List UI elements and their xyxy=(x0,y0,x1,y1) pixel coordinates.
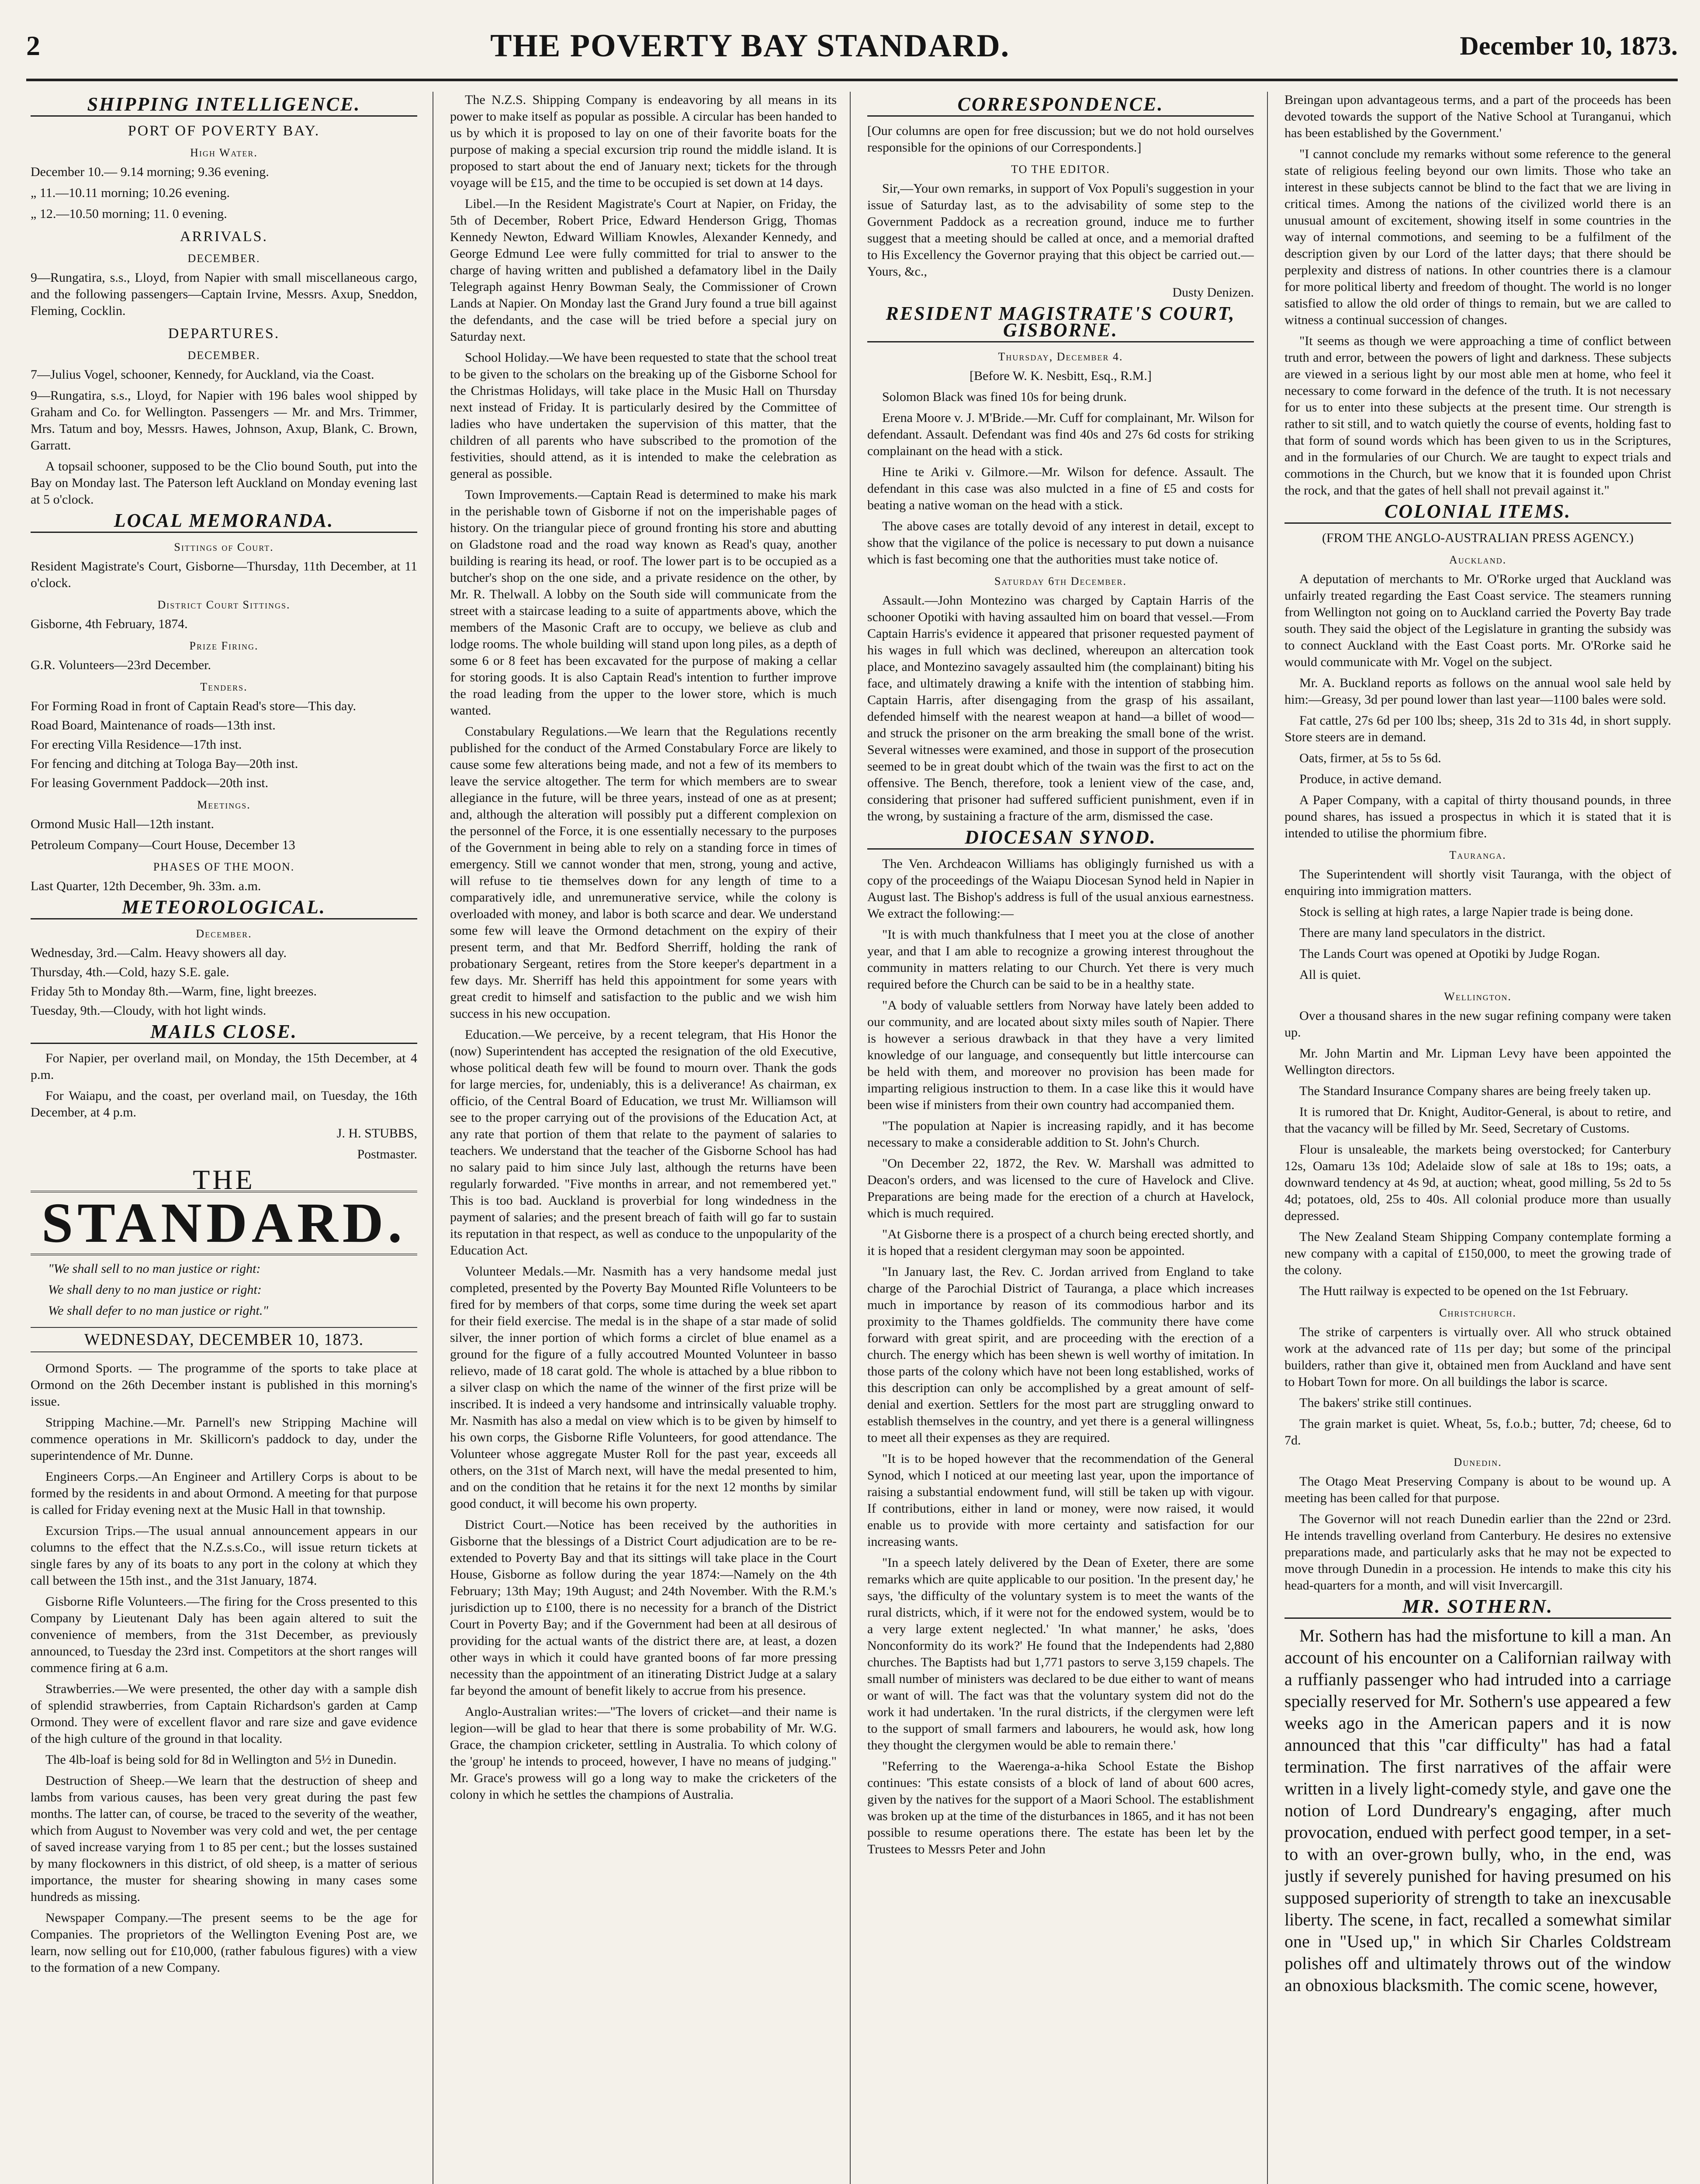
postmaster-title: Postmaster. xyxy=(357,1147,417,1161)
moon-heading: PHASES OF THE MOON. xyxy=(153,860,295,873)
shipping-note: A topsail schooner, supposed to be the Clio bound South, put into the Bay on Monday last. The Paterson left Auckland on Monday evening last at 5 o'clock. xyxy=(31,459,417,507)
news-item: Ormond Sports. — The programme of the sports to take place at Ormond on the 26th December instant is published in this morning's issue. xyxy=(31,1361,417,1409)
city-heading: Christchurch. xyxy=(1439,1306,1516,1319)
column-4 xyxy=(1285,92,1671,2184)
weather-entry: Wednesday, 3rd.—Calm. Heavy showers all day. xyxy=(31,946,287,960)
city-heading: Dunedin. xyxy=(1454,1456,1502,1469)
tide-line: „ 12.—10.50 morning; 11. 0 evening. xyxy=(31,207,227,221)
district-court-heading: District Court Sittings. xyxy=(157,598,291,611)
high-water-heading: High Water. xyxy=(190,146,258,159)
colonial-item: Stock is selling at high rates, a large Napier trade is being done. xyxy=(1299,905,1634,919)
colonial-item: Mr. A. Buckland reports as follows on the annual wool sale held by him:—Greasy, 3d per pound lower than last year—1100 bales were sold. xyxy=(1285,676,1671,707)
colonial-item: It is rumored that Dr. Knight, Auditor-General, is about to retire, and that the vacancy will be filled by Mr. Seed, Secretary of Customs. xyxy=(1285,1105,1671,1136)
news-item: Excursion Trips.—The usual annual announcement appears in our columns to the effect that the N.Z.s.s.Co., will issue return tickets at single fares by any of its boats to any port in the colony at which they call between the 15th inst., and the 31st January, 1874. xyxy=(31,1524,417,1588)
weather-entry: Friday 5th to Monday 8th.—Warm, fine, light breezes. xyxy=(31,984,317,999)
news-item: School Holiday.—We have been requested to state that the school treat to be given to the scholars on the breaking up of the Gisborne School for the Christmas Holidays, will take place in the Music Hall on Thursday next instead of Friday. It is particularly desired by the Committee of ladies who have undertaken the supervision of this matter, that the children of all parents who have subscribed to the promotion of the festivities, should attend, as it is intended to make the celebration as general as possible. xyxy=(450,350,837,481)
colonial-item: A deputation of merchants to Mr. O'Rorke urged that Auckland was unfairly treated regarding the East Coast service. The steamers running from Wellington not going on to Auckland carried the Poverty Bay trade south. They said the object of the Legislature in granting the subsidy was to connect Auckland with the East Coast ports. Mr. O'Rorke said he would communicate with Mr. Vogel on the subject. xyxy=(1285,572,1671,669)
synod-paragraph: "The population at Napier is increasing rapidly, and it has become necessary to make a considerable addition to St. John's Church. xyxy=(867,1119,1254,1150)
meteo-month: December. xyxy=(196,927,252,940)
colonial-item: Produce, in active demand. xyxy=(1299,772,1442,786)
colonial-item: Mr. John Martin and Mr. Lipman Levy have been appointed the Wellington directors. xyxy=(1285,1046,1671,1077)
colonial-item: Over a thousand shares in the new sugar refining company were taken up. xyxy=(1285,1009,1671,1040)
tender-item: For erecting Villa Residence—17th inst. xyxy=(31,737,242,752)
news-item: District Court.—Notice has been received by the authorities in Gisborne that the blessings of a District Court adjudication are to be re-extended to Poverty Bay and that its sittings will take place in the Court House, Gisborne as follow during the year 1874:—Namely on the 4th February; 13th May; 19th August; and 24th November. With the R.M.'s jurisdiction up to £100, there is no necessity for a branch of the District Court in Poverty Bay; and if the Government had been at all desirous of providing for the actual wants of the district there are, at least, a dozen other ways in which it could have granted boons of far more pressing necessity than the appointment of an itinerating District Judge at a salary far beyond the amount of benefit likely to accrue from his presence. xyxy=(450,1517,837,1698)
synod-paragraph: "It is with much thankfulness that I meet you at the close of another year, and that I am able to recognize a growing interest throughout the community in matters relating to our Church. Yet there is very much required before the Church can be said to be in a healthy state. xyxy=(867,927,1254,992)
section-heading: CORRESPONDENCE. xyxy=(867,96,1254,117)
court-before: [Before W. K. Nesbitt, Esq., R.M.] xyxy=(969,369,1152,383)
court-date: Thursday, December 4. xyxy=(998,350,1123,363)
synod-paragraph: "In January last, the Rev. C. Jordan arrived from England to take charge of the Parochial District of Tauranga, a place which increases much in importance by reason of its commodious harbor and its proximity to the Thames goldfields. The community there have come forward with great spirit, and are proceeding with the erection of a church. The energy which has been shewn is well worthy of imitation. In those parts of the colony which have not been long established, works of this description can only be accomplished by a great amount of self-denial and exertion. Settlers for the most part are struggling onward to establish themselves in the country, and yet there is a general willingness to meet all their expenses as they are required. xyxy=(867,1265,1254,1445)
tenders-heading: Tenders. xyxy=(200,681,248,693)
motto-line: We shall deny to no man justice or right: xyxy=(48,1282,262,1297)
section-heading: MR. SOTHERN. xyxy=(1285,1598,1671,1619)
section-heading: COLONIAL ITEMS. xyxy=(1285,503,1671,524)
colonial-item: The bakers' strike still continues. xyxy=(1299,1396,1472,1410)
news-item: Town Improvements.—Captain Read is determined to make his mark in the perishable town of Gisborne if not on the imperishable pages of history. On the triangular piece of ground fronting his store and abutting on Gladstone road and the road way known as Read's quay, another building is rearing its head, or roof. The lower part is to be occupied as a butcher's shop on the one side, and a private residence on the other, by Mr. R. Thelwall. A lobby on the South side will communicate from the street with a staircase leading to a suite of appartments above, which the members of the Masonic Craft are to occupy, we believe as club and lodge rooms. The whole building will stand upon long piles, as a depth of some 6 or 8 feet has been excavated for the purpose of making a cellar for storing goods. It is also Captain Read's intention to further improve the road leading from the upper to the lower store, which is much wanted. xyxy=(450,487,837,718)
arrival-entry: 9—Rungatira, s.s., Lloyd, from Napier with small miscellaneous cargo, and the following passengers—Captain Irvine, Messrs. Axup, Sneddon, Fleming, Cocklin. xyxy=(31,270,417,318)
news-item: Newspaper Company.—The present seems to be the age for Companies. The proprietors of the Wellington Evening Post are, we learn, now selling out for £10,000, (rather fabulous figures) with a view to the formation of a new Company. xyxy=(31,1911,417,1975)
synod-paragraph: "At Gisborne there is a prospect of a church being erected shortly, and it is hoped that a resident clergyman may soon be appointed. xyxy=(867,1227,1254,1258)
synod-paragraph: "A body of valuable settlers from Norway have lately been added to our community, and are located about sixty miles south of Napier. There is however a serious drawback in that they have a very limited knowledge of our language, and consequently but little intercourse can be held with them, and moreover no provision has been made for imparting religious instruction to them. In a case like this it would have been wise if ministers from their own country had accompanied them. xyxy=(867,998,1254,1112)
city-heading: Wellington. xyxy=(1444,990,1512,1003)
news-item: Stripping Machine.—Mr. Parnell's new Stripping Machine will commence operations in Mr. Skillicorn's paddock to day, under the superintendence of Mr. Dunne. xyxy=(31,1415,417,1463)
colonial-item: The Otago Meat Preserving Company is about to be wound up. A meeting has been called for that purpose. xyxy=(1285,1474,1671,1505)
column-1 xyxy=(31,92,417,2184)
prize-heading: Prize Firing. xyxy=(189,639,259,652)
meetings-heading: Meetings. xyxy=(197,798,251,811)
departure-entry: 7—Julius Vogel, schooner, Kennedy, for Auckland, via the Coast. xyxy=(31,367,374,382)
colonial-item: The strike of carpenters is virtually over. All who struck obtained work at the advanced rate of 11s per day; but some of the principal builders, rather than give it, obtained men from Auckland and have sent to Hobart Town for more. On all buildings the labor is scarce. xyxy=(1285,1325,1671,1389)
colonial-item: There are many land speculators in the district. xyxy=(1299,926,1546,940)
news-item: Volunteer Medals.—Mr. Nasmith has a very handsome medal just completed, presented by the Poverty Bay Mounted Rifle Volunteers to be fired for by members of that corps, some time during the week set apart for their field exercise. The medal is in the shape of a star made of solid silver, the inner portion of which forms a circlet of blue enamel as a ground for the figure of a fully accoutred Mounted Volunteer in basso relievo, made of 18 carat gold. The whole is attached by a blue ribbon to a silver clasp on which the name of the winner of the first prize will be inscribed. It is indeed a very handsome and intrinsically valuable trophy. Mr. Nasmith has also a medal on view which is to be given by himself to his own corps, the Gisborne Rifle Volunteers, for good attendance. The Volunteer whose aggregate Muster Roll for the past year, exceeds all others, on the 31st of March next, will have the medal presented to him, and on the condition that he retains it for the next 12 months by similar good conduct, it will become his own property. xyxy=(450,1264,837,1511)
departures-month: DECEMBER. xyxy=(187,349,260,362)
section-heading: SHIPPING INTELLIGENCE. xyxy=(31,96,417,117)
column-rule xyxy=(850,92,851,2184)
colonial-item: Fat cattle, 27s 6d per 100 lbs; sheep, 31s 2d to 31s 4d, in short supply. Store steers are in demand. xyxy=(1285,713,1671,744)
arrivals-month: DECEMBER. xyxy=(187,252,260,265)
colonial-item: Oats, firmer, at 5s to 5s 6d. xyxy=(1299,751,1441,765)
prize-notice: G.R. Volunteers—23rd December. xyxy=(31,658,211,672)
synod-paragraph: "In a speech lately delivered by the Dean of Exeter, there are some remarks which are quite applicable to our position. 'In the present day,' he says, 'the difficulty of the voluntary system is to meet the wants of the rural districts, which, if it were not for the endowed system, would be to a very large extent neglected.' 'In what manner,' he asks, 'does Nonconformity do its work?' He found that the Independents had 2,880 churches. The Baptists had but 1,771 pastors to serve 3,159 chapels. The small number of ministers was declared to be due either to want of means or want of will. The fact was that the voluntary system did not do the work it had undertaken. 'In the rural districts, if the clergymen were left to the support of small farmers and labourers, he would ask, how long they thought the clergymen would be able to remain there.' xyxy=(867,1555,1254,1752)
colonial-item: A Paper Company, with a capital of thirty thousand pounds, in three pound shares, has issued a prospectus in which it is stated that it is intended to utilise the phormium fibre. xyxy=(1285,793,1671,840)
port-heading: PORT OF POVERTY BAY. xyxy=(128,123,320,139)
colonial-item: The New Zealand Steam Shipping Company contemplate forming a new company with a capital of £150,000, to meet the growing trade of the colony. xyxy=(1285,1230,1671,1277)
section-heading: METEOROLOGICAL. xyxy=(31,899,417,919)
colonial-item: All is quiet. xyxy=(1299,968,1361,982)
arrivals-heading: ARRIVALS. xyxy=(180,228,268,245)
synod-paragraph: "On December 22, 1872, the Rev. W. Marshall was admitted to Deacon's orders, and was licensed to the cure of Havelock and Clive. Preparations are being made for the erection of a church at Havelock, which is much required. xyxy=(867,1156,1254,1220)
weather-entry: Thursday, 4th.—Cold, hazy S.E. gale. xyxy=(31,965,229,979)
news-item: Education.—We perceive, by a recent telegram, that His Honor the (now) Superintendent has accepted the resignation of the old Executive, whose political death few will be found to mourn over. Thank the gods for large mercies, for, undeniably, this is a deliverance! As chairman, ex officio, of the Central Board of Education, we trust Mr. Williamson will see to the proper carrying out of the provisions of the Education Act, at any rate that portion of them that relate to the payment of salaries to teachers. We understand that the teacher of the Gisborne School has had no salary paid to him since July last, although the returns have been regularly forwarded. "Five months in arrear, and not remembered yet." This is too bad. Auckland is proverbial for long windedness in the payment of salaries; and the present breach of faith will go far to sustain its reputation in that respect, as well as conduce to the unpopularity of the Education Act. xyxy=(450,1027,837,1258)
tender-item: Road Board, Maintenance of roads—13th inst. xyxy=(31,718,276,733)
motto-line: "We shall sell to no man justice or right: xyxy=(48,1261,261,1276)
moon-phase: Last Quarter, 12th December, 9h. 33m. a.m. xyxy=(31,879,261,893)
nameplate-the: THE xyxy=(193,1164,255,1195)
colonial-item: The Lands Court was opened at Opotiki by Judge Rogan. xyxy=(1299,947,1600,961)
editorial-date: WEDNESDAY, DECEMBER 10, 1873. xyxy=(31,1327,417,1352)
court-case: Assault.—John Montezino was charged by Captain Harris of the schooner Opotiki with having assaulted him on board that vessel.—From Captain Harris's evidence it appeared that prisoner requested payment of his wages in full which was declined, whereupon an altercation took place, and Montezino savagely assaulted him (the complainant) biting his face, and ultimately drawing a knife with the intention of stabbing him. Captain Harris, after disengaging from the grasp of his assailant, defended himself with the nearest weapon at hand—a billet of wood—and struck the prisoner on the arm breaking the small bone of the wrist. Several witnesses were examined, and those in support of the prosecution seemed to be in great doubt which of the twain was the first to act on the offensive. The Bench, therefore, took a lenient view of the case, and, considering that prisoner had suffered sufficient punishment, even if in the wrong, by sustaining a fracture of the arm, dismissed the case. xyxy=(867,593,1254,823)
synod-paragraph: "I cannot conclude my remarks without some reference to the general state of religious feeling beyond our own limits. Those who take an interest in these subjects cannot be blind to the fact that we are living in critical times. Among the nations of the civilized world there is an unusual amount of excitement, showing itself in some countries in the way of internal commotions, and seeming to be a fulfilment of the description given by our Lord of the latter days; that there should be perplexity and distress of nations. In other countries there is a clamour for more political liberty and freedom of thought. The world is no longer satisfied to allow the old order of things to remain, but we are called to witness a continual succession of changes. xyxy=(1285,147,1671,327)
colonial-item: The Standard Insurance Company shares are being freely taken up. xyxy=(1299,1084,1651,1098)
sothern-article: Mr. Sothern has had the misfortune to kill a man. An account of his encounter on a Californian railway with a ruffianly passenger who had intruded into a carriage specially reserved for Mr. Sothern's use appeared a few weeks ago in the American papers and it is now announced that this "car difficulty" has had a fatal termination. The first narratives of the affair were written in a lively light-comedy style, and gave one the notion of Lord Dundreary's engaging, after much provocation, endued with perfect good temper, in a set-to with an over-grown bully, who, in the end, was justly if severely punished for having presumed on his supposed superiority of strength to take an inexcusable liberty. The scene, in fact, recalled a somewhat similar one in "Used up," in which Sir Charles Coldstream polishes off and ultimately throws out of the window an obnoxious blacksmith. The comic scene, however, xyxy=(1285,1626,1671,1995)
colonial-source: (FROM THE ANGLO-AUSTRALIAN PRESS AGENCY.) xyxy=(1322,531,1634,545)
news-item: Libel.—In the Resident Magistrate's Court at Napier, on Friday, the 5th of December, Robert Price, Edward Henderson Grigg, Thomas Kennedy Newton, Edward William Knowles, Alexander Kennedy, and George Edmund Lee were fully committed for trial to answer to the charge of having written and published a defamatory libel in the Daily Telegraph against Henry Bowman Sealy, the Commissioner of Crown Lands at Napier. On Monday last the Grand Jury found a true bill against the defendants, and the case will be tried before a special jury on Saturday next. xyxy=(450,197,837,344)
court-notice: Resident Magistrate's Court, Gisborne—Thursday, 11th December, at 11 o'clock. xyxy=(31,559,417,590)
meeting-item: Petroleum Company—Court House, December 13 xyxy=(31,838,295,852)
correspondence-note: [Our columns are open for free discussion; but we do not hold ourselves responsible for the opinions of our Correspondents.] xyxy=(867,124,1254,155)
column-2 xyxy=(450,92,837,2184)
news-item: Destruction of Sheep.—We learn that the destruction of sheep and lambs from various causes, has been very great during the past few months. The latter can, of course, be traced to the severity of the weather, which from August to November was very cold and wet, the per centage of saved increase varying from 1 to 85 per cent.; but the losses sustained by many flockowners in this district, of old sheep, is a matter of serious importance, the muster for shearing showing in many cases some hundreds as missing. xyxy=(31,1773,417,1904)
synod-paragraph: The Ven. Archdeacon Williams has obligingly furnished us with a copy of the proceedings of the Waiapu Diocesan Synod held in Napier in August last. The Bishop's address is full of the usual anxious earnestness. We extract the following:— xyxy=(867,857,1254,921)
news-item: Constabulary Regulations.—We learn that the Regulations recently published for the conduct of the Armed Constabulary Force are likely to cause some few alterations being made, and not a few of its members to leave the service altogether. The term for which members are to swear allegiance in the future, will be three years, instead of one as at present; and, although the alteration will possibly put a different complexion on the personnel of the Force, it is one essentially necessary to the purposes of the Government in being able to rely on a standing force in times of emergency. Still we cannot wonder that men, strong, young and active, will refuse to tie themselves down for any length of time to a comparatively idle, and unremunerative service, while the colony is overloaded with money, and labor is both scarce and dear. We understand some few will leave the Ormond detachment on the expiry of their present term, and that Mr. Bedford Sherriff, holding the rank of probationary Sergeant, retires from the Store keeper's department in a few days. Mr. Sherriff has held this appointment for some years with great credit to himself and satisfaction to the public and we wish him success in his new occupation. xyxy=(450,724,837,1021)
column-rule xyxy=(1267,92,1268,2184)
court-heading: Sittings of Court. xyxy=(174,541,274,553)
news-item: Gisborne Rifle Volunteers.—The firing for the Cross presented to this Company by Lieutenant Daly has been again altered to suit the convenience of members, from the 31st December, as previously announced, to Tuesday the 23rd inst. Competitors at the short ranges will commence firing at 6 a.m. xyxy=(31,1594,417,1675)
court-case: Erena Moore v. J. M'Bride.—Mr. Cuff for complainant, Mr. Wilson for defendant. Assault. Defendant was find 40s and 27s 6d costs for striking complainant on the head with a stick. xyxy=(867,411,1254,458)
city-heading: Auckland. xyxy=(1449,553,1507,566)
court-case: The above cases are totally devoid of any interest in detail, except to show that the vigilance of the police is necessary to put down a nuisance which is fast becoming one that the authorities must take notice of. xyxy=(867,519,1254,567)
departures-heading: DEPARTURES. xyxy=(168,325,280,342)
colonial-item: The Governor will not reach Dunedin earlier than the 22nd or 23rd. He intends travelling overland from Canterbury. He desires no extensive preparations made, and particularly asks that he may not be expected to move through Dunedin in a procession. He intends to make this city his head-quarters for a month, and will visit Invercargill. xyxy=(1285,1512,1671,1593)
synod-paragraph: "It is to be hoped however that the recommendation of the General Synod, which I noticed at our meeting last year, upon the importance of raising a substantial endowment fund, will still be taken up with vigour. If contributions, either in land or money, were now raised, it would enable us to provide with more certainty and satisfaction for our increasing wants. xyxy=(867,1451,1254,1549)
colonial-item: The grain market is quiet. Wheat, 5s, f.o.b.; butter, 7d; cheese, 6d to 7d. xyxy=(1285,1417,1671,1448)
departure-entry: 9—Rungatira, s.s., Lloyd, for Napier with 196 bales wool shipped by Graham and Co. for Wellington. Passengers — Mr. and Mrs. Trimmer, Mrs. Tatum and boy, Messrs. Hawes, Johnson, Axup, Blank, C. Brown, Garratt. xyxy=(31,388,417,453)
court-case: Hine te Ariki v. Gilmore.—Mr. Wilson for defence. Assault. The defendant in this case was also mulcted in a fine of £5 and costs for beating a native woman on the head with a stick. xyxy=(867,465,1254,512)
section-heading: MAILS CLOSE. xyxy=(31,1023,417,1044)
letter-signature: Dusty Denizen. xyxy=(1172,285,1254,300)
colonial-item: The Superintendent will shortly visit Tauranga, with the object of enquiring into immigration matters. xyxy=(1285,867,1671,898)
motto-line: We shall defer to no man justice or right." xyxy=(48,1303,268,1318)
colonial-item: The Hutt railway is expected to be opened on the 1st February. xyxy=(1299,1284,1628,1298)
section-heading: DIOCESAN SYNOD. xyxy=(867,829,1254,850)
to-editor-heading: TO THE EDITOR. xyxy=(1011,163,1110,176)
synod-paragraph: Breingan upon advantageous terms, and a part of the proceeds has been devoted towards the support of the Native School at Turanganui, which has been established by the Government.' xyxy=(1285,93,1671,140)
tide-line: December 10.— 9.14 morning; 9.36 evening. xyxy=(31,165,269,179)
synod-paragraph: "It seems as though we were approaching a time of conflict between truth and error, between the powers of light and darkness. These subjects are viewed in a serious light by our most able men at home, who feel it necessary to come forward in the defence of the truth. It is not necessary for us to enter into these subjects at the present time. Our strength is rather to sit still, and to watch quietly the course of events, holding fast to that form of sound words which has been given to us in the Scriptures, and in the formularies of our Church. We are taught to expect trials and commotions in the Church, but we know that it is founded upon Christ the rock, and that the gates of hell shall not prevail against it." xyxy=(1285,334,1671,498)
district-court-notice: Gisborne, 4th February, 1874. xyxy=(31,617,188,631)
mail-notice: For Waiapu, and the coast, per overland mail, on Tuesday, the 16th December, at 4 p.m. xyxy=(31,1089,417,1120)
meeting-item: Ormond Music Hall—12th instant. xyxy=(31,817,214,831)
news-item: The 4lb-loaf is being sold for 8d in Wellington and 5½ in Dunedin. xyxy=(45,1752,397,1767)
court-case: Solomon Black was fined 10s for being drunk. xyxy=(882,390,1127,404)
news-item: Anglo-Australian writes:—"The lovers of cricket—and their name is legion—will be glad to hear that there is some probability of Mr. W.G. Grace, the champion cricketer, settling in Australia. To which colony of the 'group' he intends to proceed, however, I have no means of judging." Mr. Grace's prowess will go a long way to make the cricketers of the colony in which he settles the champions of Australia. xyxy=(450,1704,837,1802)
colonial-item: Flour is unsaleable, the markets being overstocked; for Canterbury 12s, Oamaru 13s 10d; Adelaide slow of sale at 18s to 19s; oats, a downward tendency at 4s 9d, at auction; wheat, good milling, 5s 2d to 5s 4d; potatoes, old, 25s to 40s. All colonial produce more than usually depressed. xyxy=(1285,1142,1671,1223)
court-date: Saturday 6th December. xyxy=(994,575,1127,587)
mail-notice: For Napier, per overland mail, on Monday, the 15th December, at 4 p.m. xyxy=(31,1051,417,1082)
masthead xyxy=(26,13,1678,81)
issue-date-header: December 10, 1873. xyxy=(1460,31,1678,60)
news-item: The N.Z.S. Shipping Company is endeavoring by all means in its power to make itself as popular as possible. A circular has been handed to us by which it is proposed to lay on one of their favorite boats for the purpose of making a special excursion trip round the middle island. It is proposed to start about the end of January next; tickets for the through voyage will be £15, and the time to be occupied is set down at 14 days. xyxy=(450,93,837,190)
tender-item: For leasing Government Paddock—20th inst. xyxy=(31,776,269,790)
nameplate-standard: STANDARD. xyxy=(31,1191,417,1255)
news-item: Strawberries.—We were presented, the other day with a sample dish of splendid strawberries, from Captain Richardson's garden at Camp Ormond. They were of excellent flavor and rare size and gave evidence of the high culture of the ground in that locality. xyxy=(31,1682,417,1746)
page-number: 2 xyxy=(26,30,40,61)
column-3 xyxy=(867,92,1254,2184)
section-heading: LOCAL MEMORANDA. xyxy=(31,512,417,533)
section-heading: RESIDENT MAGISTRATE'S COURT, GISBORNE. xyxy=(867,305,1254,342)
weather-entry: Tuesday, 9th.—Cloudy, with hot light winds. xyxy=(31,1003,267,1018)
city-heading: Tauranga. xyxy=(1449,849,1506,861)
letter-body: Sir,—Your own remarks, in support of Vox Populi's suggestion in your issue of Saturday last, as to the advisability of some step to the Government Paddock as a recreation ground, induce me to further suggest that a meeting should be called at once, and a memorial drafted to His Excellency the Governor praying that this object be carried out.—Yours, &c., xyxy=(867,181,1254,279)
synod-paragraph: "Referring to the Waerenga-a-hika School Estate the Bishop continues: 'This estate consists of a block of land of about 600 acres, given by the natives for the support of a Maori School. The establishment was broken up at the time of the disturbances in 1865, and it has not been possible to resume operations there. The estate has been let by the Trustees to Messrs Peter and John xyxy=(867,1759,1254,1856)
tender-item: For Forming Road in front of Captain Read's store—This day. xyxy=(31,699,357,713)
postmaster-name: J. H. STUBBS, xyxy=(336,1126,417,1140)
tender-item: For fencing and ditching at Tologa Bay—20th inst. xyxy=(31,757,298,771)
news-item: Engineers Corps.—An Engineer and Artillery Corps is about to be formed by the residents in and about Ormond. A meeting for that purpose is called for Friday evening next at the Music Hall in that township. xyxy=(31,1469,417,1517)
tide-line: „ 11.—10.11 morning; 10.26 evening. xyxy=(31,186,230,200)
newspaper-title: THE POVERTY BAY STANDARD. xyxy=(490,28,1010,64)
